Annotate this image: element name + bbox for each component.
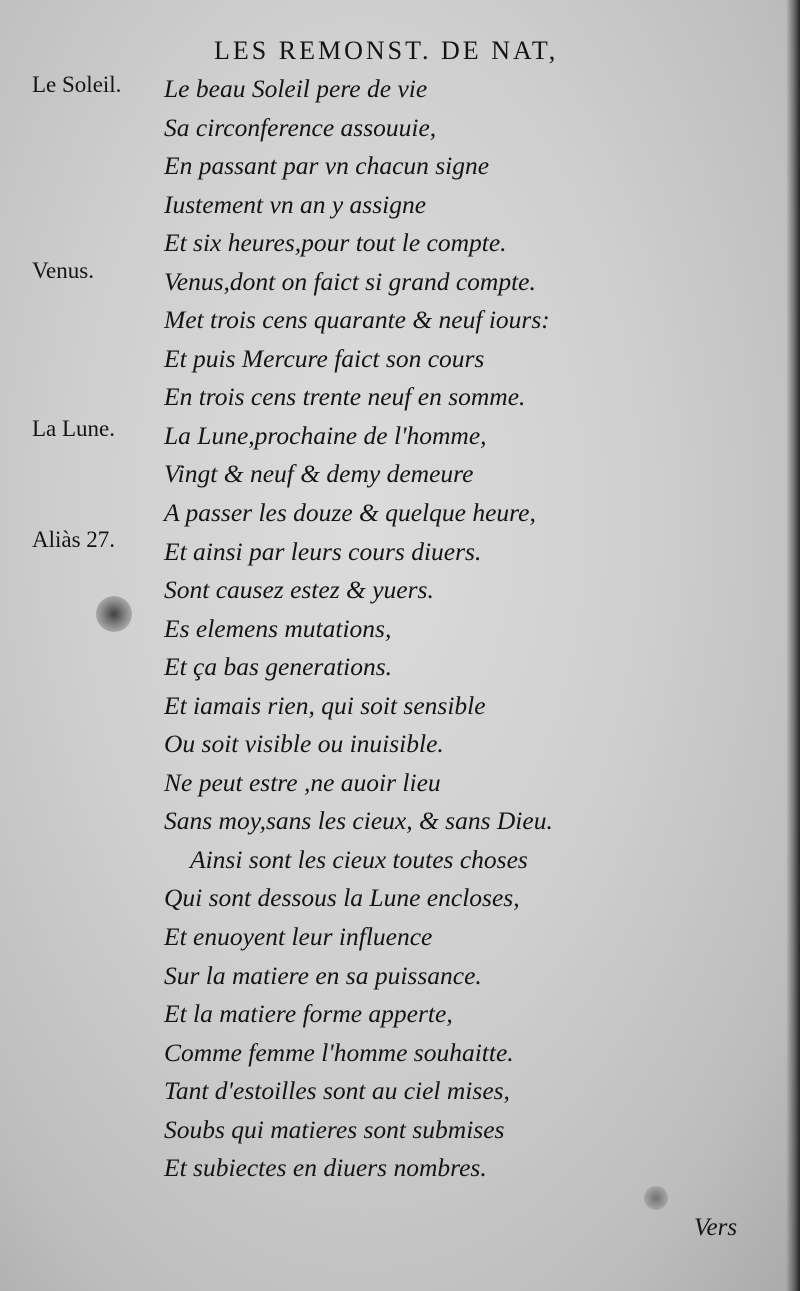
verse-line: A passer les douze & quelque heure, [164,498,536,528]
running-head: LES REMONST. DE NAT, [214,36,559,65]
verse-line: Soubs qui matieres sont submises [164,1114,505,1144]
verse-line: Comme femme l'homme souhaitte. [164,1037,514,1067]
verse-line: Et subiectes en diuers nombres. [164,1153,487,1183]
verse-line-indented: Ainsi sont les cieux toutes choses [190,844,528,874]
verse-line: Et ainsi par leurs cours diuers. [164,536,482,566]
verse-line: Le beau Soleil pere de vie [164,74,428,103]
verse-line: Sa circonference assouuie, [164,112,437,142]
verse-line: Et la matiere forme apperte, [164,999,453,1029]
verse-line: En trois cens trente neuf en somme. [164,382,526,412]
verse-block [164,70,553,1188]
verse-line: La Lune,prochaine de l'homme, [164,420,487,450]
verse-line: Sont causez estez & yuers. [164,575,434,605]
verse-line: Et six heures,pour tout le compte. [164,228,507,258]
verse-line: Iustement vn an y assigne [164,189,427,219]
verse-line: Qui sont dessous la Lune encloses, [164,883,520,913]
verse-line: Et iamais rien, qui soit sensible [164,690,486,720]
side-note-la-lune: La Lune. [32,416,116,441]
side-note-venus: Venus. [32,258,94,283]
side-note-alias: Aliàs 27. [32,527,116,552]
catchword: Vers [694,1214,738,1241]
verse-line: Vingt & neuf & demy demeure [164,459,474,489]
verse-line: Sur la matiere en sa puissance. [164,960,482,990]
ink-stain [96,596,132,632]
verse-line: Venus,dont on faict si grand compte. [164,266,536,296]
side-note-le-soleil: Le Soleil. [32,72,122,97]
page-gutter-shadow [786,0,800,1291]
verse-line: Ou soit visible ou inuisible. [164,729,444,759]
verse-line: Met trois cens quarante & neuf iours: [164,305,550,335]
ink-stain-small [644,1186,668,1210]
verse-line: Et puis Mercure faict son cours [164,343,485,373]
verse-line: Et enuoyent leur influence [164,922,433,952]
verse-line: Sans moy,sans les cieux, & sans Dieu. [164,806,553,836]
verse-line: Ne peut estre ,ne auoir lieu [164,767,441,797]
verse-line: Es elemens mutations, [164,613,392,643]
verse-line: Tant d'estoilles sont au ciel mises, [164,1076,510,1106]
verse-line: Et ça bas generations. [164,652,393,682]
verse-line: En passant par vn chacun signe [164,151,490,181]
